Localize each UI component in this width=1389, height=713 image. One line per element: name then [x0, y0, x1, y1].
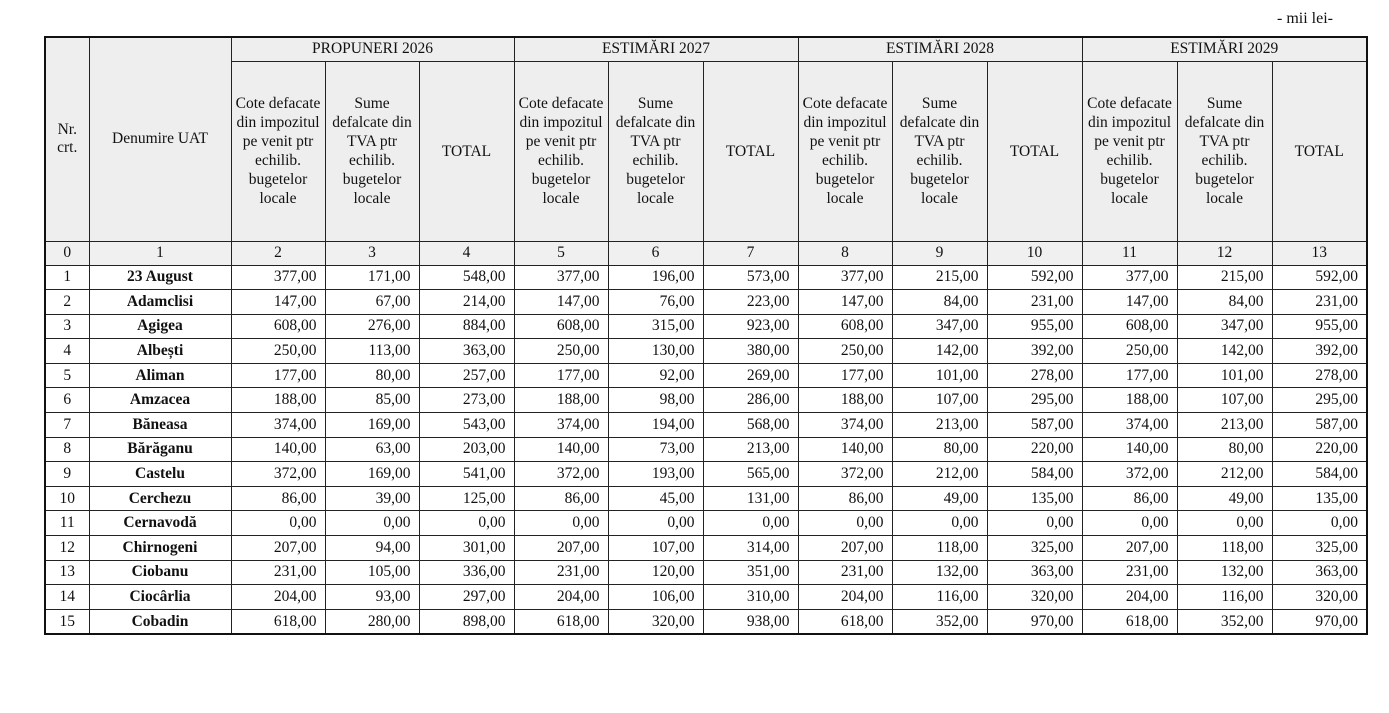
value-cell: 584,00	[1272, 462, 1367, 487]
header-cote: Cote defacate din impozitul pe venit ptr echilib. bugetelor locale	[798, 61, 892, 241]
value-cell: 142,00	[1177, 339, 1272, 364]
value-cell: 372,00	[514, 462, 608, 487]
value-cell: 280,00	[325, 609, 419, 634]
value-cell: 0,00	[892, 511, 987, 536]
value-cell: 223,00	[703, 290, 798, 315]
value-cell: 608,00	[1082, 314, 1177, 339]
value-cell: 188,00	[231, 388, 325, 413]
value-cell: 204,00	[514, 585, 608, 610]
value-cell: 301,00	[419, 536, 514, 561]
value-cell: 207,00	[514, 536, 608, 561]
value-cell: 315,00	[608, 314, 703, 339]
column-index: 4	[419, 241, 514, 265]
value-cell: 196,00	[608, 265, 703, 290]
uat-name: Aliman	[89, 363, 231, 388]
column-index: 11	[1082, 241, 1177, 265]
value-cell: 970,00	[987, 609, 1082, 634]
header-cote: Cote defacate din impozitul pe venit ptr echilib. bugetelor locale	[231, 61, 325, 241]
column-index: 6	[608, 241, 703, 265]
row-number: 6	[45, 388, 89, 413]
row-number: 8	[45, 437, 89, 462]
value-cell: 392,00	[987, 339, 1082, 364]
row-number: 3	[45, 314, 89, 339]
uat-name: Amzacea	[89, 388, 231, 413]
value-cell: 0,00	[419, 511, 514, 536]
value-cell: 80,00	[1177, 437, 1272, 462]
header-name: Denumire UAT	[89, 37, 231, 241]
value-cell: 374,00	[1082, 413, 1177, 438]
value-cell: 86,00	[231, 486, 325, 511]
value-cell: 276,00	[325, 314, 419, 339]
value-cell: 374,00	[514, 413, 608, 438]
table-row	[45, 363, 1367, 388]
value-cell: 0,00	[1082, 511, 1177, 536]
row-number: 7	[45, 413, 89, 438]
value-cell: 310,00	[703, 585, 798, 610]
value-cell: 194,00	[608, 413, 703, 438]
row-number: 14	[45, 585, 89, 610]
value-cell: 352,00	[1177, 609, 1272, 634]
value-cell: 278,00	[987, 363, 1082, 388]
value-cell: 618,00	[798, 609, 892, 634]
value-cell: 220,00	[987, 437, 1082, 462]
value-cell: 372,00	[1082, 462, 1177, 487]
value-cell: 231,00	[1272, 290, 1367, 315]
value-cell: 377,00	[798, 265, 892, 290]
value-cell: 592,00	[1272, 265, 1367, 290]
value-cell: 351,00	[703, 560, 798, 585]
value-cell: 377,00	[514, 265, 608, 290]
column-index: 1	[89, 241, 231, 265]
value-cell: 169,00	[325, 413, 419, 438]
value-cell: 132,00	[1177, 560, 1272, 585]
row-number: 15	[45, 609, 89, 634]
header-sub-row	[45, 61, 1367, 241]
value-cell: 193,00	[608, 462, 703, 487]
value-cell: 39,00	[325, 486, 419, 511]
value-cell: 86,00	[798, 486, 892, 511]
value-cell: 608,00	[514, 314, 608, 339]
header-sume: Sume defalcate din TVA ptr echilib. bugetelor locale	[608, 61, 703, 241]
uat-name: Bărăganu	[89, 437, 231, 462]
header-total: TOTAL	[703, 61, 798, 241]
value-cell: 269,00	[703, 363, 798, 388]
table-row	[45, 486, 1367, 511]
value-cell: 955,00	[987, 314, 1082, 339]
value-cell: 363,00	[1272, 560, 1367, 585]
value-cell: 177,00	[231, 363, 325, 388]
value-cell: 0,00	[514, 511, 608, 536]
value-cell: 80,00	[325, 363, 419, 388]
header-total: TOTAL	[1272, 61, 1367, 241]
value-cell: 608,00	[231, 314, 325, 339]
value-cell: 352,00	[892, 609, 987, 634]
value-cell: 204,00	[231, 585, 325, 610]
value-cell: 587,00	[987, 413, 1082, 438]
budget-table	[44, 36, 1368, 635]
header-group-2028: ESTIMĂRI 2028	[798, 37, 1082, 61]
column-index: 0	[45, 241, 89, 265]
column-index: 12	[1177, 241, 1272, 265]
value-cell: 113,00	[325, 339, 419, 364]
value-cell: 380,00	[703, 339, 798, 364]
value-cell: 135,00	[1272, 486, 1367, 511]
table-row	[45, 462, 1367, 487]
value-cell: 49,00	[892, 486, 987, 511]
value-cell: 347,00	[892, 314, 987, 339]
table-row	[45, 437, 1367, 462]
header-group-2029: ESTIMĂRI 2029	[1082, 37, 1367, 61]
value-cell: 188,00	[514, 388, 608, 413]
value-cell: 0,00	[325, 511, 419, 536]
value-cell: 63,00	[325, 437, 419, 462]
uat-name: Cobadin	[89, 609, 231, 634]
value-cell: 106,00	[608, 585, 703, 610]
value-cell: 592,00	[987, 265, 1082, 290]
value-cell: 543,00	[419, 413, 514, 438]
value-cell: 85,00	[325, 388, 419, 413]
uat-name: Ciocârlia	[89, 585, 231, 610]
value-cell: 325,00	[1272, 536, 1367, 561]
value-cell: 618,00	[1082, 609, 1177, 634]
value-cell: 120,00	[608, 560, 703, 585]
uat-name: Băneasa	[89, 413, 231, 438]
table-row	[45, 536, 1367, 561]
value-cell: 0,00	[703, 511, 798, 536]
row-number: 12	[45, 536, 89, 561]
value-cell: 257,00	[419, 363, 514, 388]
value-cell: 132,00	[892, 560, 987, 585]
value-cell: 320,00	[1272, 585, 1367, 610]
value-cell: 93,00	[325, 585, 419, 610]
value-cell: 250,00	[798, 339, 892, 364]
uat-name: Ciobanu	[89, 560, 231, 585]
column-index: 13	[1272, 241, 1367, 265]
header-cote: Cote defacate din impozitul pe venit ptr echilib. bugetelor locale	[1082, 61, 1177, 241]
uat-name: Adamclisi	[89, 290, 231, 315]
value-cell: 203,00	[419, 437, 514, 462]
value-cell: 374,00	[231, 413, 325, 438]
uat-name: 23 August	[89, 265, 231, 290]
value-cell: 884,00	[419, 314, 514, 339]
value-cell: 295,00	[987, 388, 1082, 413]
value-cell: 374,00	[798, 413, 892, 438]
value-cell: 80,00	[892, 437, 987, 462]
value-cell: 140,00	[514, 437, 608, 462]
header-sume: Sume defalcate din TVA ptr echilib. bugetelor locale	[892, 61, 987, 241]
uat-name: Cerchezu	[89, 486, 231, 511]
table-body	[45, 265, 1367, 634]
value-cell: 130,00	[608, 339, 703, 364]
value-cell: 363,00	[419, 339, 514, 364]
value-cell: 955,00	[1272, 314, 1367, 339]
value-cell: 0,00	[608, 511, 703, 536]
value-cell: 325,00	[987, 536, 1082, 561]
table-row	[45, 585, 1367, 610]
value-cell: 171,00	[325, 265, 419, 290]
column-index: 3	[325, 241, 419, 265]
value-cell: 140,00	[231, 437, 325, 462]
column-index: 10	[987, 241, 1082, 265]
value-cell: 73,00	[608, 437, 703, 462]
value-cell: 45,00	[608, 486, 703, 511]
value-cell: 0,00	[1177, 511, 1272, 536]
table-row	[45, 339, 1367, 364]
value-cell: 314,00	[703, 536, 798, 561]
value-cell: 565,00	[703, 462, 798, 487]
value-cell: 295,00	[1272, 388, 1367, 413]
value-cell: 118,00	[1177, 536, 1272, 561]
value-cell: 568,00	[703, 413, 798, 438]
value-cell: 84,00	[1177, 290, 1272, 315]
row-number: 1	[45, 265, 89, 290]
value-cell: 207,00	[1082, 536, 1177, 561]
value-cell: 92,00	[608, 363, 703, 388]
header-group-2027: ESTIMĂRI 2027	[514, 37, 798, 61]
value-cell: 0,00	[798, 511, 892, 536]
column-index: 5	[514, 241, 608, 265]
value-cell: 84,00	[892, 290, 987, 315]
uat-name: Agigea	[89, 314, 231, 339]
row-number: 5	[45, 363, 89, 388]
value-cell: 573,00	[703, 265, 798, 290]
value-cell: 98,00	[608, 388, 703, 413]
value-cell: 548,00	[419, 265, 514, 290]
header-nr: Nr. crt.	[45, 37, 89, 241]
uat-name: Cernavodă	[89, 511, 231, 536]
row-number: 9	[45, 462, 89, 487]
value-cell: 618,00	[514, 609, 608, 634]
value-cell: 336,00	[419, 560, 514, 585]
value-cell: 67,00	[325, 290, 419, 315]
table-row	[45, 609, 1367, 634]
column-index: 2	[231, 241, 325, 265]
value-cell: 286,00	[703, 388, 798, 413]
value-cell: 273,00	[419, 388, 514, 413]
table-row	[45, 290, 1367, 315]
table-row	[45, 314, 1367, 339]
column-index: 9	[892, 241, 987, 265]
header-total: TOTAL	[987, 61, 1082, 241]
value-cell: 608,00	[798, 314, 892, 339]
value-cell: 320,00	[608, 609, 703, 634]
value-cell: 213,00	[703, 437, 798, 462]
column-index: 7	[703, 241, 798, 265]
value-cell: 49,00	[1177, 486, 1272, 511]
value-cell: 363,00	[987, 560, 1082, 585]
row-number: 2	[45, 290, 89, 315]
uat-name: Chirnogeni	[89, 536, 231, 561]
value-cell: 213,00	[892, 413, 987, 438]
value-cell: 0,00	[987, 511, 1082, 536]
value-cell: 278,00	[1272, 363, 1367, 388]
value-cell: 125,00	[419, 486, 514, 511]
value-cell: 320,00	[987, 585, 1082, 610]
value-cell: 392,00	[1272, 339, 1367, 364]
header-group-2026: PROPUNERI 2026	[231, 37, 514, 61]
value-cell: 107,00	[1177, 388, 1272, 413]
header-sume: Sume defalcate din TVA ptr echilib. bugetelor locale	[1177, 61, 1272, 241]
value-cell: 76,00	[608, 290, 703, 315]
value-cell: 140,00	[1082, 437, 1177, 462]
value-cell: 970,00	[1272, 609, 1367, 634]
row-number: 11	[45, 511, 89, 536]
value-cell: 0,00	[1272, 511, 1367, 536]
value-cell: 214,00	[419, 290, 514, 315]
value-cell: 250,00	[231, 339, 325, 364]
value-cell: 116,00	[1177, 585, 1272, 610]
value-cell: 231,00	[231, 560, 325, 585]
table-row	[45, 511, 1367, 536]
value-cell: 204,00	[1082, 585, 1177, 610]
value-cell: 107,00	[608, 536, 703, 561]
value-cell: 188,00	[1082, 388, 1177, 413]
value-cell: 347,00	[1177, 314, 1272, 339]
row-number: 10	[45, 486, 89, 511]
value-cell: 142,00	[892, 339, 987, 364]
value-cell: 898,00	[419, 609, 514, 634]
column-index-row	[45, 241, 1367, 265]
value-cell: 377,00	[231, 265, 325, 290]
table-row	[45, 560, 1367, 585]
value-cell: 618,00	[231, 609, 325, 634]
uat-name: Albești	[89, 339, 231, 364]
value-cell: 231,00	[1082, 560, 1177, 585]
value-cell: 215,00	[1177, 265, 1272, 290]
value-cell: 938,00	[703, 609, 798, 634]
value-cell: 177,00	[1082, 363, 1177, 388]
header-sume: Sume defalcate din TVA ptr echilib. bugetelor locale	[325, 61, 419, 241]
value-cell: 541,00	[419, 462, 514, 487]
value-cell: 140,00	[798, 437, 892, 462]
value-cell: 207,00	[798, 536, 892, 561]
value-cell: 116,00	[892, 585, 987, 610]
value-cell: 147,00	[231, 290, 325, 315]
value-cell: 250,00	[1082, 339, 1177, 364]
value-cell: 220,00	[1272, 437, 1367, 462]
value-cell: 105,00	[325, 560, 419, 585]
value-cell: 231,00	[798, 560, 892, 585]
value-cell: 94,00	[325, 536, 419, 561]
value-cell: 204,00	[798, 585, 892, 610]
header-total: TOTAL	[419, 61, 514, 241]
column-index: 8	[798, 241, 892, 265]
value-cell: 372,00	[231, 462, 325, 487]
table-row	[45, 265, 1367, 290]
value-cell: 147,00	[1082, 290, 1177, 315]
value-cell: 213,00	[1177, 413, 1272, 438]
value-cell: 169,00	[325, 462, 419, 487]
value-cell: 131,00	[703, 486, 798, 511]
value-cell: 377,00	[1082, 265, 1177, 290]
table-row	[45, 413, 1367, 438]
value-cell: 0,00	[231, 511, 325, 536]
value-cell: 118,00	[892, 536, 987, 561]
uat-name: Castelu	[89, 462, 231, 487]
row-number: 13	[45, 560, 89, 585]
value-cell: 86,00	[514, 486, 608, 511]
value-cell: 107,00	[892, 388, 987, 413]
value-cell: 584,00	[987, 462, 1082, 487]
value-cell: 177,00	[514, 363, 608, 388]
value-cell: 86,00	[1082, 486, 1177, 511]
table-row	[45, 388, 1367, 413]
header-cote: Cote defacate din impozitul pe venit ptr echilib. bugetelor locale	[514, 61, 608, 241]
header-group-row	[45, 37, 1367, 61]
value-cell: 101,00	[1177, 363, 1272, 388]
value-cell: 231,00	[514, 560, 608, 585]
value-cell: 135,00	[987, 486, 1082, 511]
value-cell: 212,00	[1177, 462, 1272, 487]
unit-label: - mii lei-	[1277, 10, 1333, 27]
value-cell: 147,00	[514, 290, 608, 315]
value-cell: 212,00	[892, 462, 987, 487]
value-cell: 297,00	[419, 585, 514, 610]
value-cell: 215,00	[892, 265, 987, 290]
row-number: 4	[45, 339, 89, 364]
value-cell: 177,00	[798, 363, 892, 388]
value-cell: 188,00	[798, 388, 892, 413]
value-cell: 250,00	[514, 339, 608, 364]
value-cell: 923,00	[703, 314, 798, 339]
value-cell: 147,00	[798, 290, 892, 315]
value-cell: 372,00	[798, 462, 892, 487]
value-cell: 587,00	[1272, 413, 1367, 438]
value-cell: 207,00	[231, 536, 325, 561]
value-cell: 231,00	[987, 290, 1082, 315]
value-cell: 101,00	[892, 363, 987, 388]
